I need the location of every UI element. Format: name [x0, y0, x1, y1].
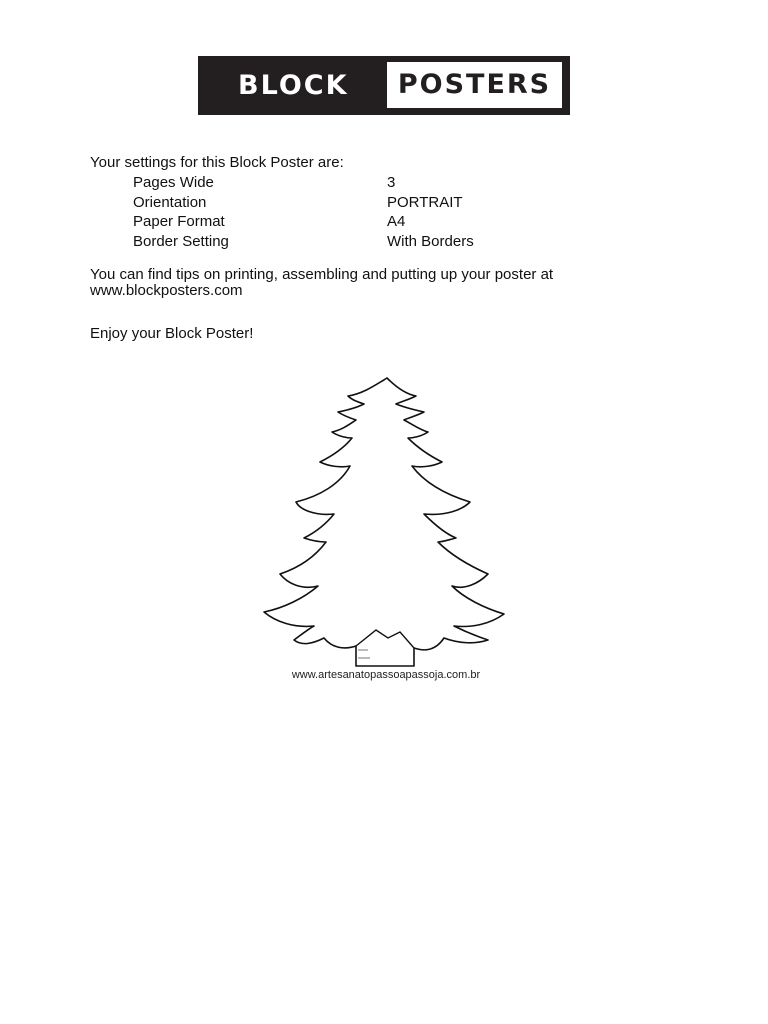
settings-table	[90, 173, 570, 253]
settings-label-paper-format: Paper Format	[133, 213, 225, 230]
enjoy-message: Enjoy your Block Poster!	[90, 325, 254, 342]
settings-value-pages-wide: 3	[387, 174, 396, 191]
settings-value-paper-format: A4	[387, 213, 406, 230]
tips-url: www.blockposters.com	[90, 282, 243, 299]
settings-row	[90, 193, 570, 213]
settings-label-orientation: Orientation	[133, 193, 207, 211]
settings-intro: Your settings for this Block Poster are:	[90, 154, 344, 171]
settings-label-pages-wide: Pages Wide	[133, 174, 214, 191]
logo-block-word: BLOCK	[238, 70, 349, 101]
logo-posters-word: POSTERS	[387, 62, 562, 108]
settings-label-border-setting: Border Setting	[133, 232, 229, 250]
christmas-tree-image	[258, 372, 510, 670]
block-posters-logo	[198, 56, 570, 115]
tree-trunk-top	[356, 630, 414, 648]
settings-row	[90, 173, 570, 193]
image-watermark: www.artesanatopassoapassoja.com.br	[291, 669, 481, 681]
settings-value-border-setting: With Borders	[387, 232, 474, 250]
tree-trunk-marks	[358, 650, 370, 658]
settings-value-orientation: PORTRAIT	[387, 193, 463, 211]
settings-row	[90, 232, 570, 252]
settings-row	[90, 212, 570, 232]
tree-outline	[264, 378, 504, 666]
tips-line-1: You can find tips on printing, assembling and putting up your poster at	[90, 266, 554, 283]
